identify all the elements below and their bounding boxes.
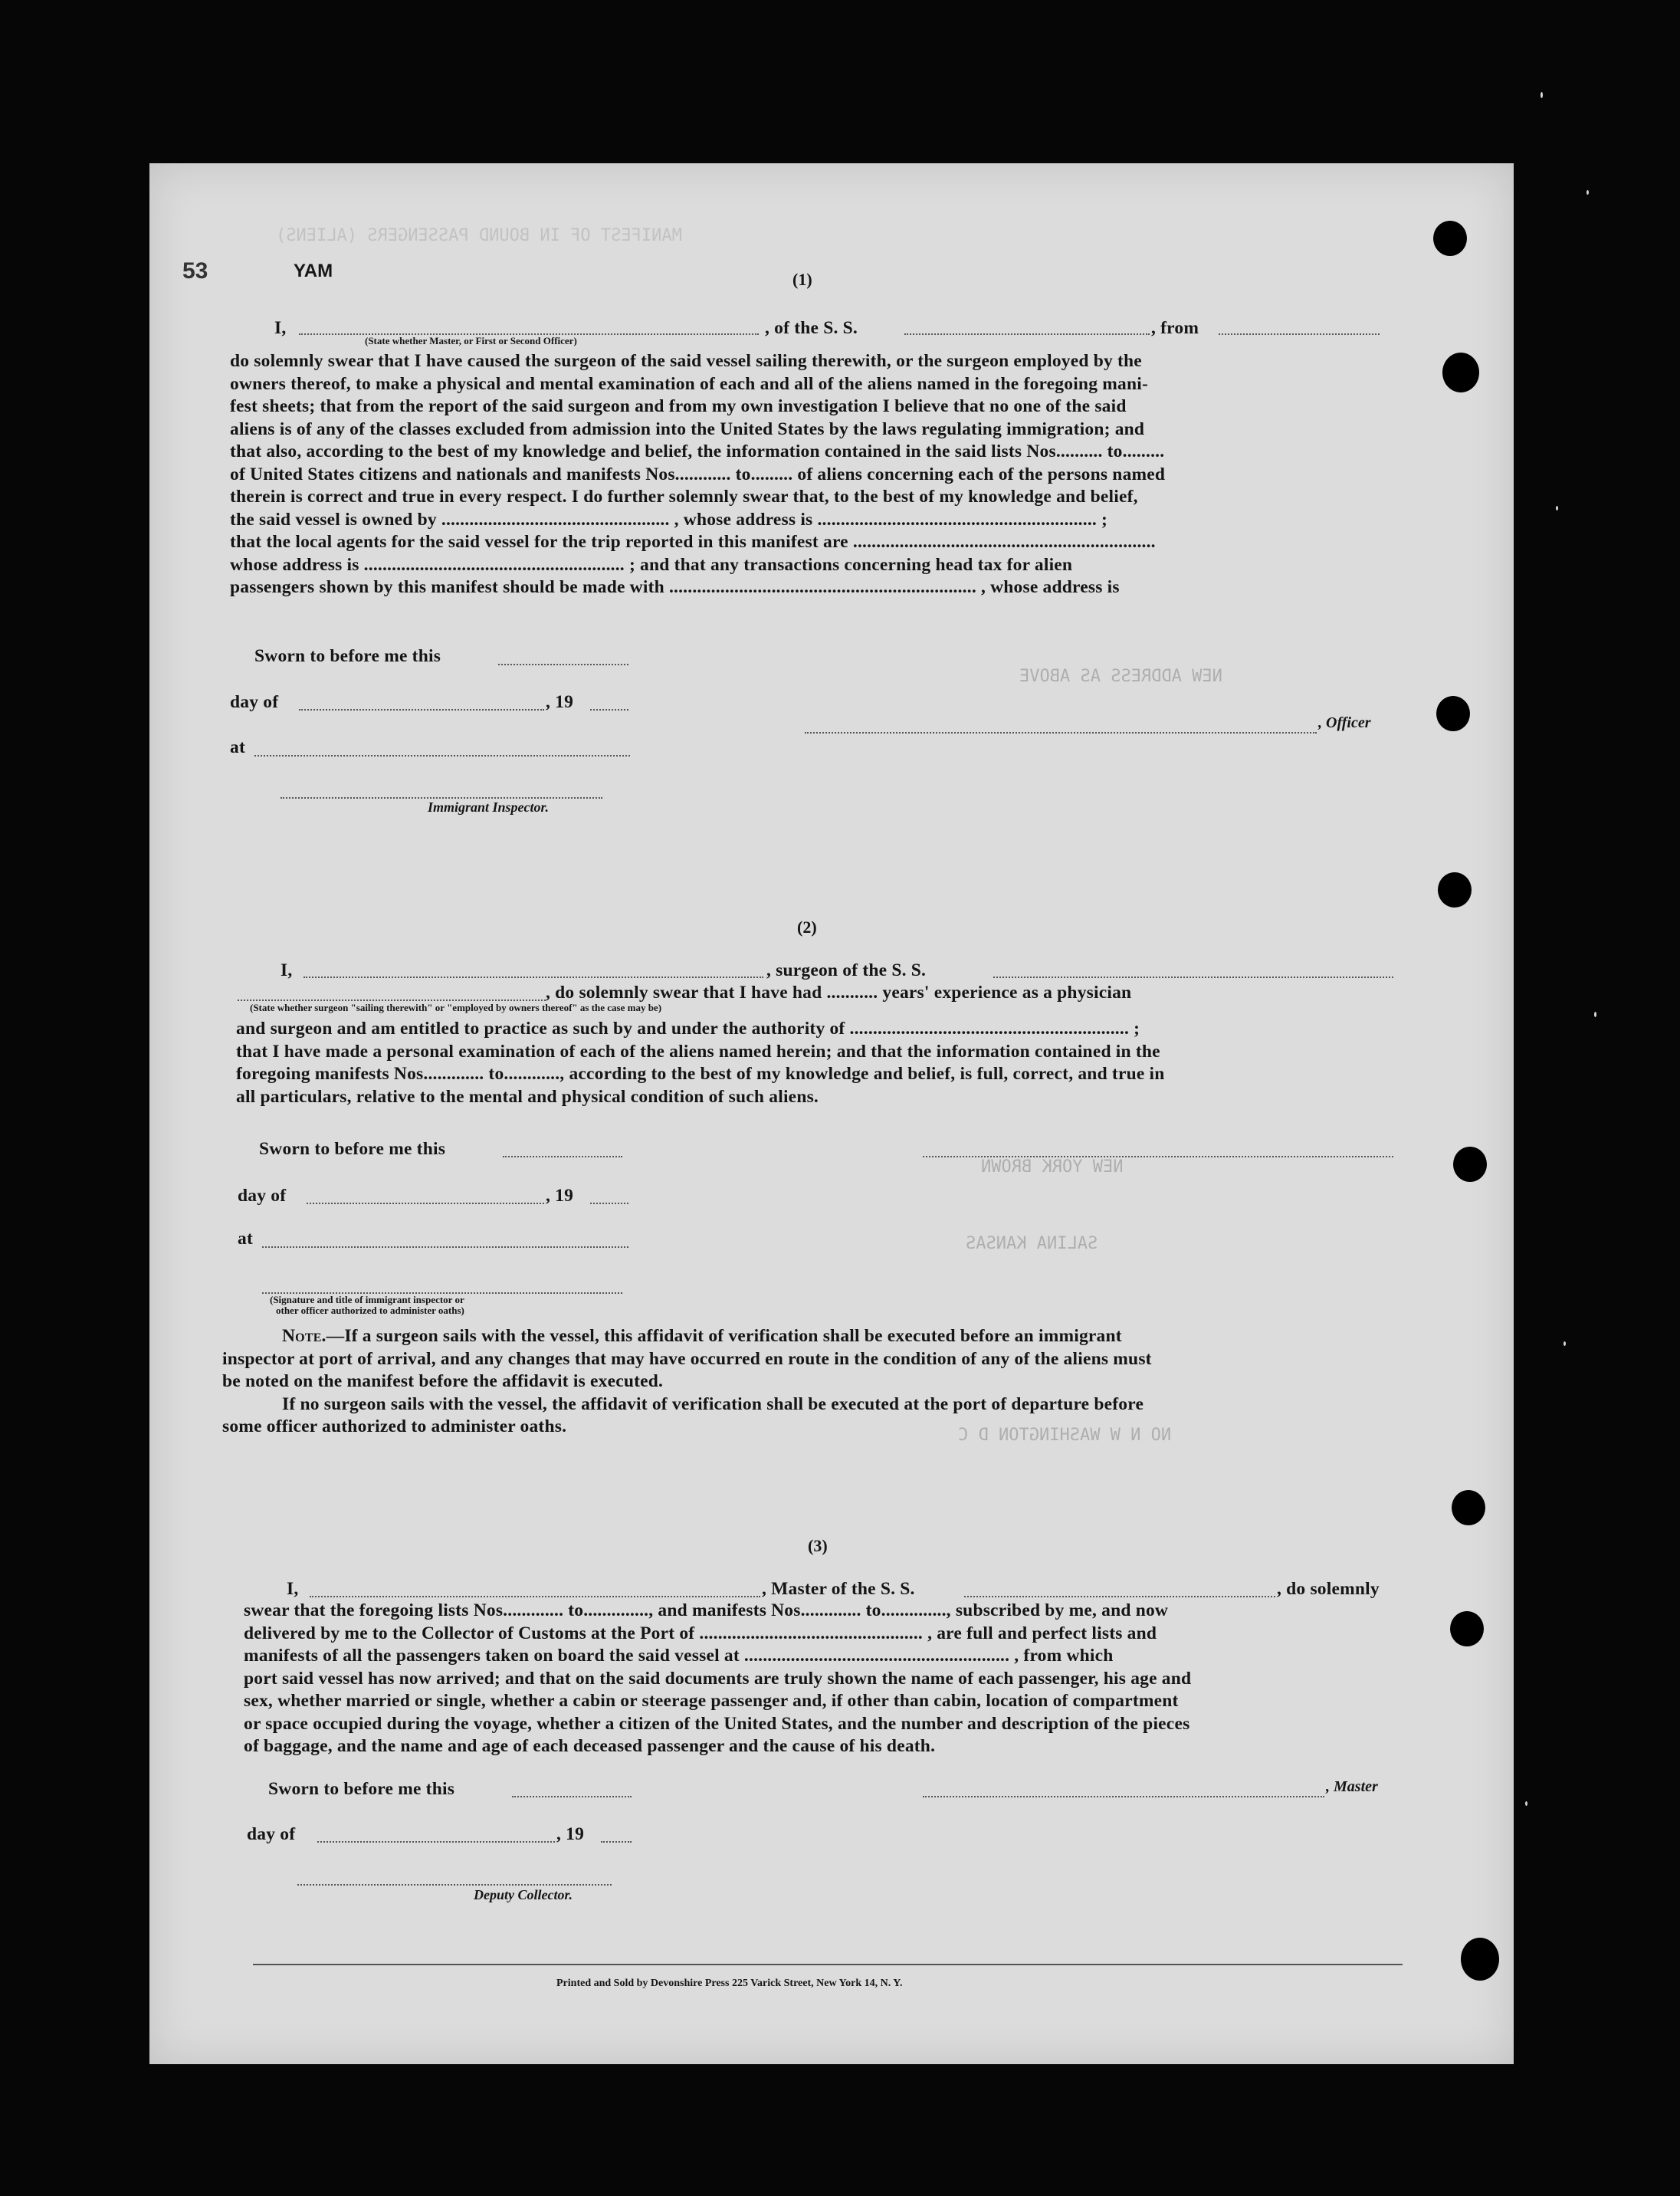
dust-speck xyxy=(1525,1801,1527,1806)
punch-hole xyxy=(1450,1611,1484,1646)
printer-imprint: Printed and Sold by Devonshire Press 225 Varick Street, New York 14, N. Y. xyxy=(556,1978,903,1989)
note-text: some officer authorized to administer oaths. xyxy=(222,1416,567,1436)
footer-rule xyxy=(253,1964,1403,1965)
section-text: , from xyxy=(1151,318,1199,338)
field-caption: (State whether surgeon "sailing therewith" or "employed by owners thereof" as the case may be) xyxy=(250,1002,662,1013)
body-line: of baggage, and the name and age of each deceased passenger and the cause of his death. xyxy=(244,1736,936,1756)
sworn-label: Sworn to before me this xyxy=(259,1139,446,1159)
note-block xyxy=(222,1326,1403,1439)
body-line: and surgeon and am entitled to practice as such by and under the authority of ............................................................ ; xyxy=(236,1019,1140,1039)
punch-hole xyxy=(1461,1938,1499,1981)
dust-speck xyxy=(1564,1341,1566,1346)
note-text: inspector at port of arrival, and any changes that may have occurred en route in the condition of any of the aliens must xyxy=(222,1348,1152,1369)
section-text: I, xyxy=(274,318,287,338)
officer-signature-line xyxy=(805,732,1317,734)
punch-hole xyxy=(1442,353,1479,392)
blank-field xyxy=(254,755,630,757)
at-label: at xyxy=(230,737,245,757)
section-body xyxy=(244,1600,1406,1759)
collector-label: Deputy Collector. xyxy=(474,1887,573,1902)
section-number: (2) xyxy=(797,917,817,937)
section-text: I, xyxy=(281,960,293,980)
collector-signature-line xyxy=(297,1884,612,1886)
blank-field xyxy=(304,977,763,978)
body-line: manifests of all the passengers taken on board the said vessel at ......................................................... , from which xyxy=(244,1646,1114,1666)
section-text: , do solemnly xyxy=(1277,1579,1380,1599)
section-text: , of the S. S. xyxy=(765,318,858,338)
body-line: therein is correct and true in every respect. I do further solemnly swear that, to the best of my knowledge and belief, xyxy=(230,487,1138,507)
day-of-label: day of xyxy=(238,1186,287,1206)
body-line: whose address is ........................................................ ; and that any transactions concerning head tax for alien xyxy=(230,554,1073,575)
page-number-stamp: 53 xyxy=(182,258,208,284)
master-signature-line xyxy=(923,1796,1324,1797)
blank-field xyxy=(238,1000,546,1001)
year-label: , 19 xyxy=(546,1186,574,1206)
note-label: Note. xyxy=(282,1326,326,1346)
body-line: that I have made a personal examination of each of the aliens named herein; and that the information contained in the xyxy=(236,1041,1160,1062)
section-body xyxy=(230,351,1392,600)
note-text: If no surgeon sails with the vessel, the affidavit of verification shall be executed at the port of departure before xyxy=(282,1393,1144,1414)
bleed-through-text: NO N W WASHINGTON D C xyxy=(958,1426,1172,1445)
day-of-label: day of xyxy=(230,692,279,712)
body-line: swear that the foregoing lists Nos............. to.............., and manifests Nos............. to.............., subscribed by me, and now xyxy=(244,1600,1169,1620)
inspector-label: Immigrant Inspector. xyxy=(428,799,550,815)
body-line: do solemnly swear that I have caused the surgeon of the said vessel sailing therewith, or the surgeon employed by the xyxy=(230,351,1142,371)
blank-field xyxy=(590,709,628,711)
surgeon-signature-line xyxy=(923,1156,1393,1157)
section-text: I, xyxy=(287,1579,299,1599)
body-line: that the local agents for the said vessel for the trip reported in this manifest are ................................................................. xyxy=(230,532,1156,552)
at-label: at xyxy=(238,1229,253,1249)
dust-speck xyxy=(1594,1012,1596,1017)
punch-hole xyxy=(1453,1147,1487,1182)
blank-field xyxy=(904,333,1150,335)
year-label: , 19 xyxy=(546,692,574,712)
blank-field xyxy=(964,1596,1275,1597)
body-line: the said vessel is owned by ................................................. , whose address is ............................................................ ; xyxy=(230,509,1108,530)
year-label: , 19 xyxy=(556,1824,585,1844)
field-caption: other officer authorized to administer oaths) xyxy=(276,1305,464,1316)
body-line: that also, according to the best of my knowledge and belief, the information contained in the said lists Nos.......... to......... xyxy=(230,441,1165,461)
blank-field xyxy=(993,977,1393,978)
blank-field xyxy=(512,1796,632,1797)
body-line: port said vessel has now arrived; and that on the said documents are truly shown the name of each passenger, his age and xyxy=(244,1668,1192,1689)
section-body xyxy=(236,1019,1398,1109)
blank-field xyxy=(310,1596,760,1597)
blank-field xyxy=(601,1841,632,1843)
bleed-through-text: MANIFEST OF IN BOUND PASSENGERS (ALIENS) xyxy=(276,226,682,245)
blank-field xyxy=(317,1841,555,1843)
note-text: be noted on the manifest before the affidavit is executed. xyxy=(222,1371,664,1391)
blank-field xyxy=(299,709,544,711)
bleed-through-text: NEW YORK BROWN xyxy=(981,1157,1124,1177)
section-text: , do solemnly swear that I have had ........... years' experience as a physician xyxy=(546,983,1132,1003)
body-line: delivered by me to the Collector of Customs at the Port of ................................................ , are full and perfect lists and xyxy=(244,1623,1157,1643)
inspector-signature-line xyxy=(281,797,602,799)
dust-speck xyxy=(1556,506,1558,510)
blank-field xyxy=(590,1203,628,1204)
body-line: all particulars, relative to the mental and physical condition of such aliens. xyxy=(236,1086,819,1107)
body-line: fest sheets; that from the report of the said surgeon and from my own investigation I believe that no one of the said xyxy=(230,396,1127,416)
body-line: foregoing manifests Nos............. to............, according to the best of my knowledge and belief, is full, correct, and true in xyxy=(236,1064,1165,1084)
sworn-label: Sworn to before me this xyxy=(268,1779,455,1799)
section-number: (3) xyxy=(808,1536,828,1555)
body-line: passengers shown by this manifest should be made with .................................................................. , whose address is xyxy=(230,577,1120,597)
blank-field xyxy=(307,1203,544,1204)
vessel-mark-stamp: YAM xyxy=(294,261,333,281)
section-text: , Master of the S. S. xyxy=(762,1579,915,1599)
field-caption: (Signature and title of immigrant inspector or xyxy=(270,1294,464,1305)
punch-hole xyxy=(1433,221,1467,256)
dust-speck xyxy=(1586,190,1589,195)
punch-hole xyxy=(1452,1490,1485,1525)
body-line: or space occupied during the voyage, whether a citizen of the United States, and the number and description of the pieces xyxy=(244,1713,1190,1734)
bleed-through-text: SALINA KANSAS xyxy=(966,1234,1098,1253)
blank-field xyxy=(262,1246,628,1248)
body-line: of United States citizens and nationals and manifests Nos............ to......... of aliens concerning each of the persons named xyxy=(230,464,1166,484)
body-line: owners thereof, to make a physical and mental examination of each and all of the aliens named in the foregoing mani- xyxy=(230,373,1148,394)
note-text: —If a surgeon sails with the vessel, this affidavit of verification shall be executed before an immigrant xyxy=(326,1326,1122,1346)
bleed-through-text: NEW ADDRESS AS ABOVE xyxy=(1019,667,1222,686)
body-line: sex, whether married or single, whether a cabin or steerage passenger and, if other than cabin, location of compartment xyxy=(244,1691,1179,1711)
dust-speck xyxy=(1541,92,1543,98)
blank-field xyxy=(503,1156,622,1157)
field-caption: (State whether Master, or First or Second Officer) xyxy=(365,335,577,346)
master-label: , Master xyxy=(1326,1778,1378,1795)
body-line: aliens is of any of the classes excluded from admission into the United States by the laws regulating immigration; and xyxy=(230,419,1145,439)
blank-field xyxy=(1219,333,1380,335)
officer-label: , Officer xyxy=(1318,714,1371,731)
sworn-label: Sworn to before me this xyxy=(254,646,441,666)
section-number: (1) xyxy=(792,270,812,289)
day-of-label: day of xyxy=(247,1824,296,1844)
punch-hole xyxy=(1436,696,1470,731)
section-text: , surgeon of the S. S. xyxy=(766,960,927,980)
blank-field xyxy=(498,664,628,665)
punch-hole xyxy=(1438,872,1472,908)
